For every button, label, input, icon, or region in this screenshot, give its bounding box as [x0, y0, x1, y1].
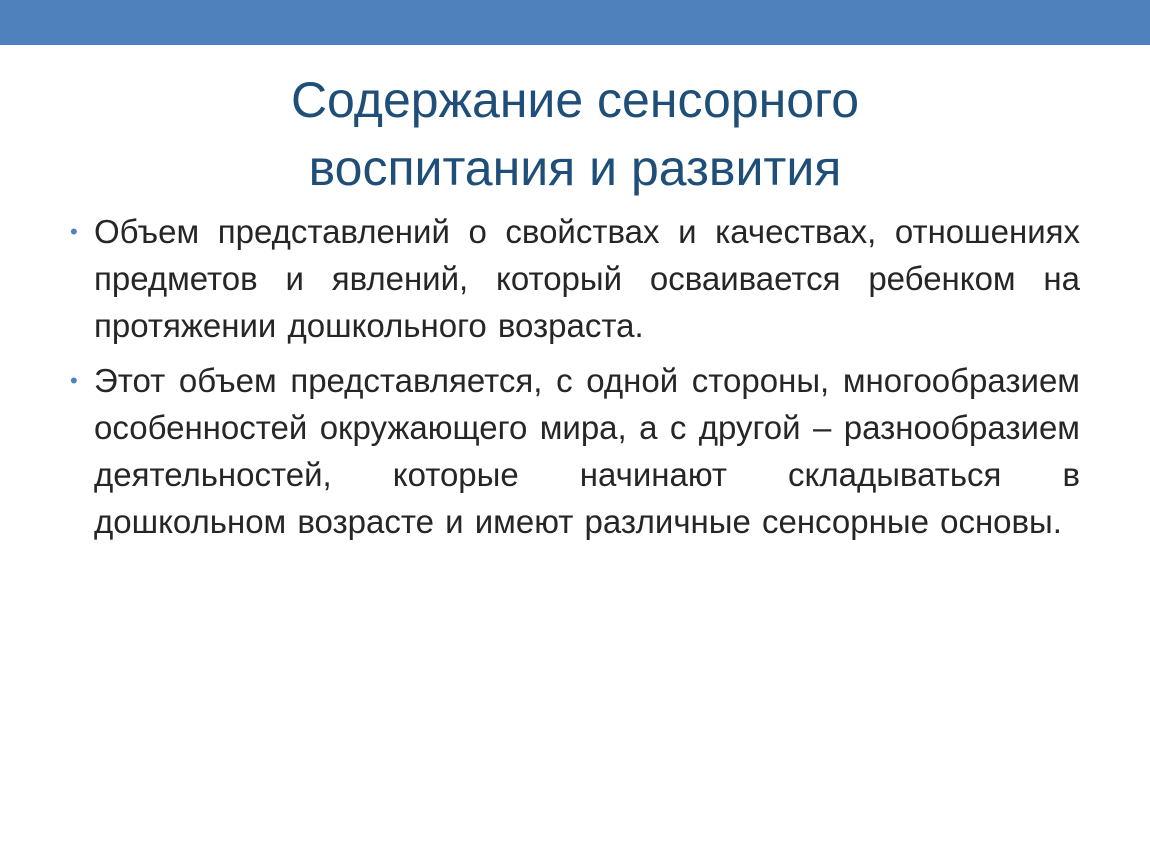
- bullet-list: [70, 208, 1080, 553]
- bullet-dot-icon: •: [70, 219, 78, 244]
- slide-title-line-2: воспитания и развития: [308, 140, 842, 196]
- top-accent-bar: [0, 0, 1150, 45]
- bullet-text: Объем представлений о свойствах и качествах, отношениях предметов и явлений, который осваивается ребенком на протяжении дошкольного возраста.: [94, 213, 1080, 344]
- bullet-item: [70, 208, 1080, 349]
- bullet-item: [70, 357, 1080, 545]
- bullet-dot-icon: •: [70, 368, 78, 393]
- bullet-text: Этот объем представляется, с одной стороны, многообразием особенностей окружающего мира, а с другой – разнообразием деятельностей, которые начинают складываться в дошкольном возрасте и имеют различные сенсорные основы.: [94, 362, 1080, 540]
- slide-title: [0, 66, 1150, 202]
- slide-title-line-1: Содержание сенсорного: [290, 72, 860, 128]
